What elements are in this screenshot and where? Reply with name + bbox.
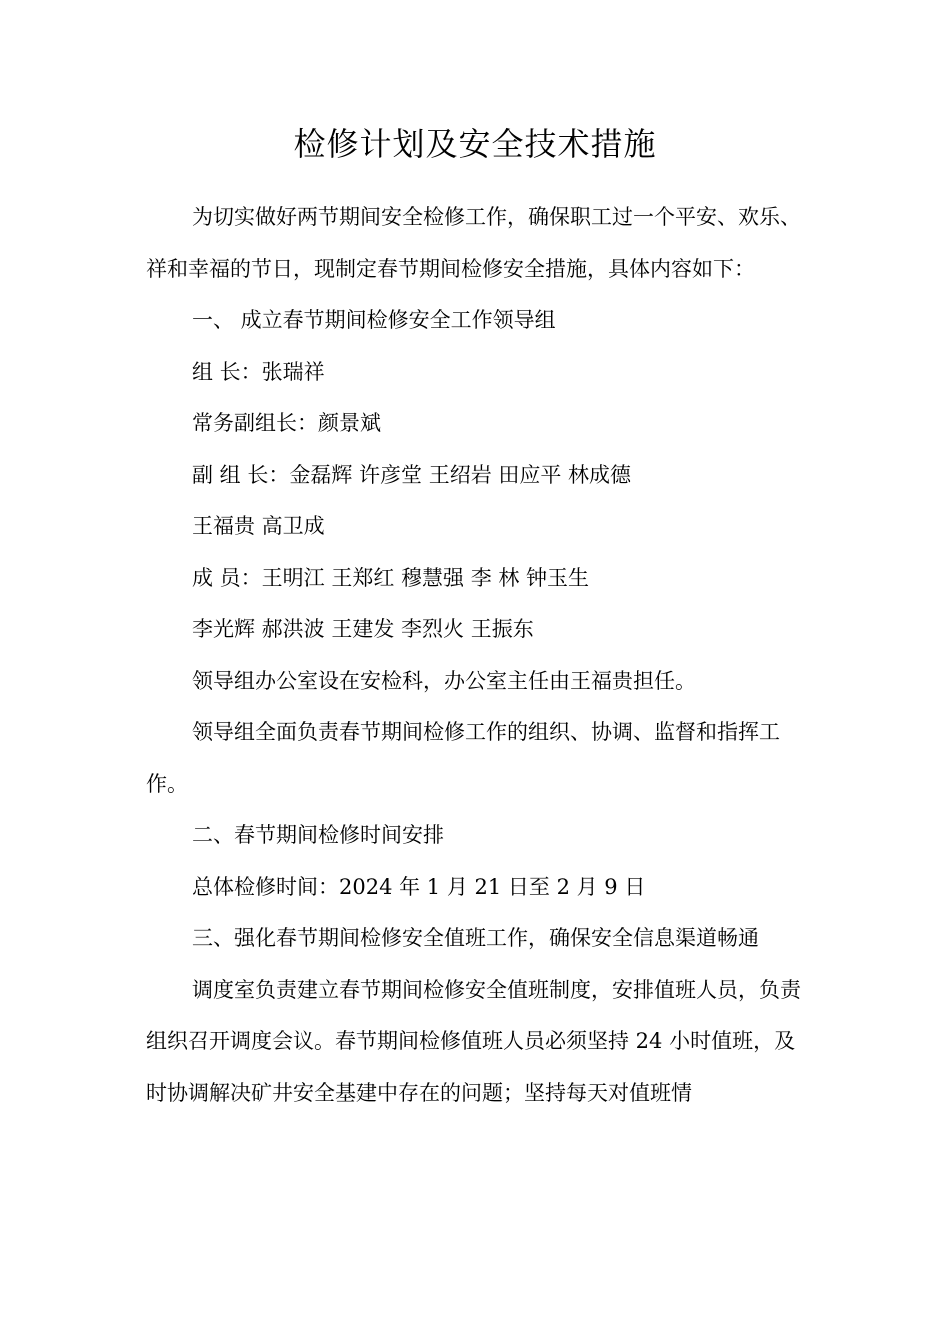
paragraph-intro: 为切实做好两节期间安全检修工作，确保职工过一个平安、欢乐、祥和幸福的节日，现制定春节期间检修安全措施，具体内容如下：: [146, 205, 801, 281]
paragraph-deputy-leaders-cont: 王福贵 高卫成: [192, 514, 325, 538]
section-heading-1: 一、 成立春节期间检修安全工作领导组: [192, 308, 556, 332]
paragraph-leader: 组 长：张瑞祥: [192, 359, 325, 384]
paragraph-schedule: 总体检修时间：2024 年 1 月 21 日至 2 月 9 日: [192, 874, 646, 899]
paragraph-members: 成 员：王明江 王郑红 穆慧强 李 林 钟玉生: [192, 565, 590, 590]
document-body: [146, 192, 806, 1119]
section-heading-3: 三、强化春节期间检修安全值班工作，确保安全信息渠道畅通: [192, 926, 759, 950]
paragraph-office: 领导组办公室设在安检科，办公室主任由王福贵担任。: [192, 668, 696, 693]
section-heading-2: 二、春节期间检修时间安排: [192, 823, 444, 847]
paragraph-executive-deputy: 常务副组长：颜景斌: [192, 411, 381, 435]
paragraph-duty: 调度室负责建立春节期间检修安全值班制度，安排值班人员，负责组织召开调度会议。春节期间检修值班人员必须坚持 24 小时值班，及时协调解决矿井安全基建中存在的问题；坚持每天对值班情: [146, 977, 801, 1105]
document-title: 检修计划及安全技术措施: [293, 125, 657, 163]
paragraph-responsibility: 领导组全面负责春节期间检修工作的组织、协调、监督和指挥工作。: [146, 720, 780, 796]
paragraph-members-cont: 李光辉 郝洪波 王建发 李烈火 王振东: [192, 617, 534, 641]
paragraph-deputy-leaders: 副 组 长：金磊辉 许彦堂 王绍岩 田应平 林成德: [192, 462, 632, 487]
